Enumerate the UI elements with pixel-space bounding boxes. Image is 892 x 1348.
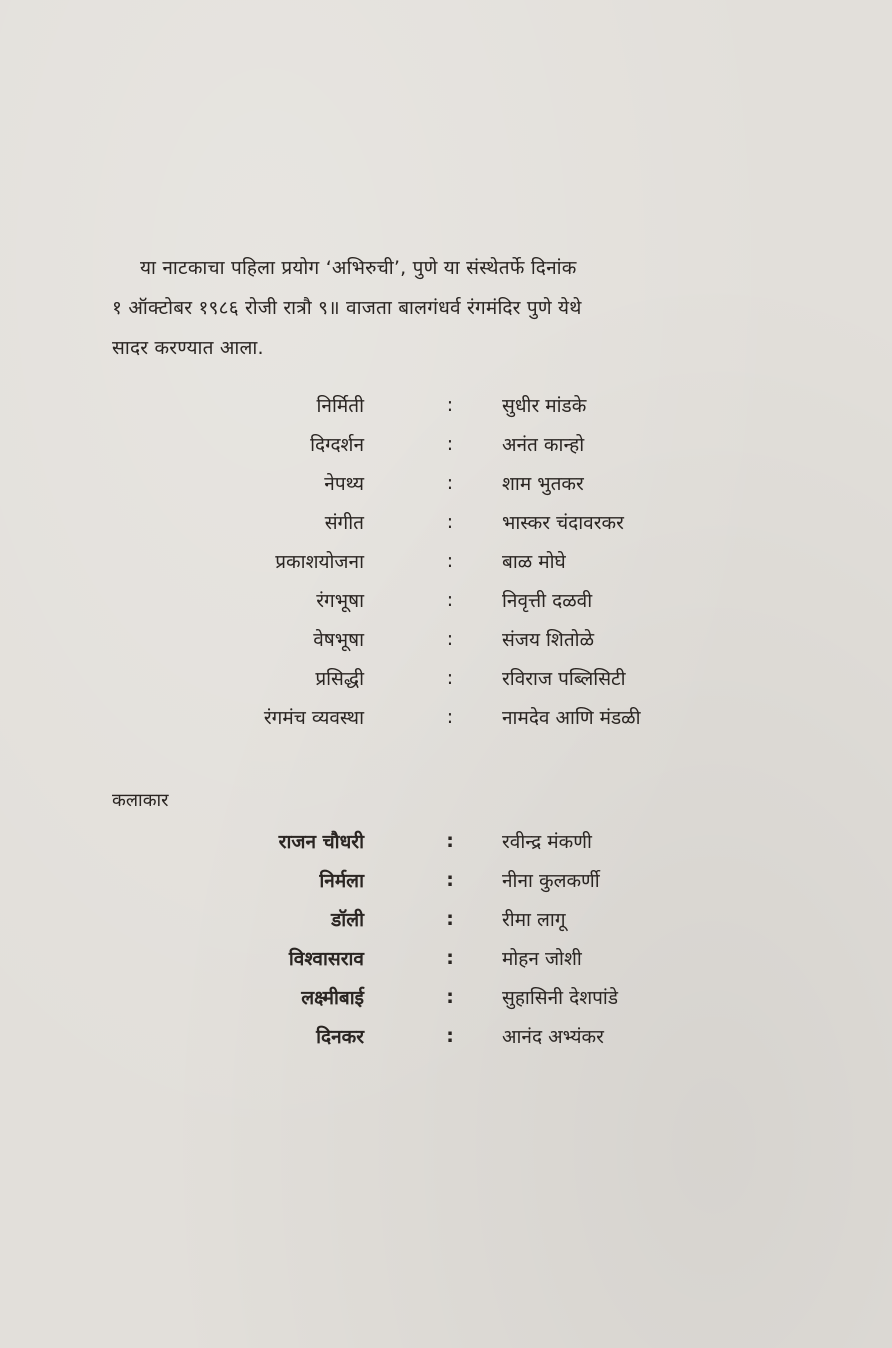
credit-role: प्रसिद्धी	[315, 668, 364, 690]
credit-role: वेषभूषा	[313, 629, 364, 651]
credit-role: रंगमंच व्यवस्था	[263, 707, 364, 729]
credit-name: भास्कर चंदावरकर	[502, 512, 624, 534]
credit-name: अनंत कान्हो	[502, 434, 585, 456]
credit-row	[0, 548, 892, 587]
cast-row	[0, 1023, 892, 1062]
actor-name: सुहासिनी देशपांडे	[502, 987, 619, 1009]
separator: :	[446, 1025, 454, 1047]
intro-line-1: या नाटकाचा पहिला प्रयोग ‘अभिरुची’, पुणे या संस्थेतर्फे दिनांक	[140, 257, 577, 279]
credit-name: शाम भुतकर	[502, 473, 584, 495]
separator: :	[446, 869, 454, 891]
intro-paragraph	[112, 248, 792, 368]
credit-row	[0, 626, 892, 665]
credit-name: रविराज पब्लिसिटी	[502, 668, 626, 690]
separator: :	[446, 628, 454, 650]
separator: :	[446, 511, 454, 533]
character-name: राजन चौधरी	[278, 831, 364, 853]
credit-name: बाळ मोघे	[502, 551, 566, 573]
cast-heading: कलाकार	[112, 790, 169, 811]
credit-name: नामदेव आणि मंडळी	[502, 707, 641, 729]
separator: :	[446, 550, 454, 572]
separator: :	[446, 394, 454, 416]
separator: :	[446, 589, 454, 611]
credit-row	[0, 665, 892, 704]
separator: :	[446, 947, 454, 969]
actor-name: मोहन जोशी	[502, 948, 582, 970]
credit-role: प्रकाशयोजना	[275, 551, 364, 573]
credit-name: निवृत्ती दळवी	[502, 590, 593, 612]
actor-name: नीना कुलकर्णी	[502, 870, 600, 892]
credit-row	[0, 392, 892, 431]
separator: :	[446, 706, 454, 728]
actor-name: रीमा लागू	[502, 909, 566, 931]
actor-name: रवीन्द्र मंकणी	[502, 831, 592, 853]
credit-role: दिग्दर्शन	[310, 434, 364, 456]
credit-role: संगीत	[324, 512, 364, 534]
separator: :	[446, 908, 454, 930]
intro-line-3: सादर करण्यात आला.	[112, 337, 264, 359]
intro-line-2: १ ऑक्टोबर १९८६ रोजी रात्रौ ९॥ वाजता बालगंधर्व रंगमंदिर पुणे येथे	[112, 297, 582, 319]
separator: :	[446, 472, 454, 494]
character-name: विश्वासराव	[288, 948, 364, 970]
cast-row	[0, 906, 892, 945]
cast-row	[0, 984, 892, 1023]
credit-row	[0, 509, 892, 548]
credit-role: निर्मिती	[316, 395, 364, 417]
cast-row	[0, 945, 892, 984]
cast-list	[0, 828, 892, 1062]
credit-row	[0, 587, 892, 626]
cast-row	[0, 828, 892, 867]
character-name: निर्मला	[319, 870, 364, 892]
credit-name: सुधीर मांडके	[502, 395, 587, 417]
separator: :	[446, 830, 454, 852]
character-name: दिनकर	[316, 1026, 364, 1048]
separator: :	[446, 667, 454, 689]
actor-name: आनंद अभ्यंकर	[502, 1026, 604, 1048]
character-name: लक्ष्मीबाई	[301, 987, 364, 1009]
credit-name: संजय शितोळे	[502, 629, 595, 651]
credit-row	[0, 704, 892, 743]
credits-list	[0, 392, 892, 743]
credit-row	[0, 431, 892, 470]
character-name: डॉली	[331, 909, 364, 931]
separator: :	[446, 986, 454, 1008]
cast-row	[0, 867, 892, 906]
credit-row	[0, 470, 892, 509]
credit-role: रंगभूषा	[316, 590, 364, 612]
separator: :	[446, 433, 454, 455]
credit-role: नेपथ्य	[324, 473, 364, 495]
